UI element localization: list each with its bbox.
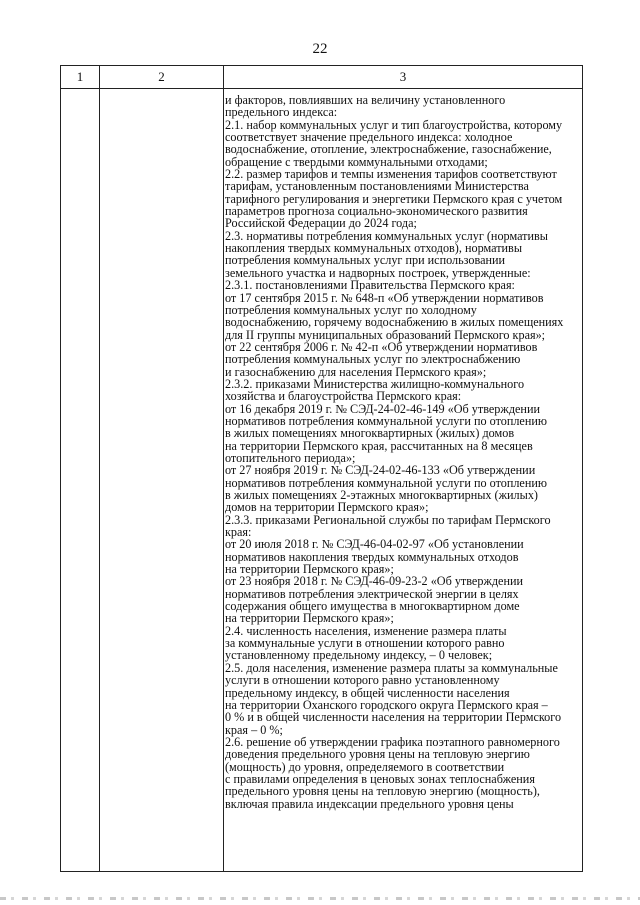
text-line: отопительного периода»;	[225, 450, 356, 465]
text-line: и факторов, повлиявших на величину установленного	[225, 93, 506, 107]
text-line: края – 0 %;	[225, 722, 283, 737]
page-number: 22	[312, 41, 328, 57]
text-line: потребления коммунальных услуг при использовании	[225, 253, 506, 268]
text-line: потребления коммунальных услуг по холодному	[225, 302, 477, 317]
text-line: водоснабжение, отопление, электроснабжение, газоснабжение,	[225, 142, 552, 157]
text-line: от 17 сентября 2015 г. № 648-п «Об утверждении нормативов	[225, 290, 544, 305]
table-header-row	[61, 66, 582, 89]
text-line: на территории Пермского края, рассчитанных на 8 месяцев	[225, 438, 533, 453]
text-line: (мощность) до уровня, определяемого в соответствии	[225, 759, 505, 774]
text-line: от 16 декабря 2019 г. № СЭД-24-02-46-149 «Об утверждении	[225, 401, 540, 416]
text-line: 2.4. численность населения, изменение размера платы	[225, 623, 507, 638]
text-line: параметров прогноза социально-экономического развития	[225, 204, 528, 219]
text-line: 2.6. решение об утверждении графика поэтапного равномерного	[225, 734, 560, 749]
text-line: для II группы муниципальных образований Пермского края»;	[225, 327, 546, 342]
column-3-text	[225, 94, 581, 810]
column-divider-2	[223, 66, 224, 871]
text-line: края:	[225, 525, 252, 540]
text-line: Российской Федерации до 2024 года;	[225, 216, 417, 231]
text-line: в жилых помещениях 2-этажных многоквартирных (жилых)	[225, 488, 538, 502]
text-line: от 22 сентября 2006 г. № 42-п «Об утверждении нормативов	[225, 339, 538, 354]
text-line: от 27 ноября 2019 г. № СЭД-24-02-46-133 «Об утверждении	[225, 463, 536, 478]
text-line: с правилами определения в ценовых зонах теплоснабжения	[225, 771, 535, 786]
text-line: 2.5. доля населения, изменение размера платы за коммунальные	[225, 660, 558, 675]
text-line: 2.2. размер тарифов и темпы изменения тарифов соответствуют	[225, 167, 557, 182]
text-line: за коммунальные услуги в отношении которого равно	[225, 636, 505, 651]
text-line: земельного участка и надворных построек, утвержденные:	[225, 265, 531, 280]
text-line: нормативов потребления коммунальной услуги по отоплению	[225, 413, 547, 428]
text-line: тарифного регулирования и энергетики Пермского края с учетом	[225, 191, 563, 206]
header-col-2: 2	[158, 69, 165, 84]
text-line: от 23 ноября 2018 г. № СЭД-46-09-23-2 «Об утверждении	[225, 574, 524, 589]
text-line: доведения предельного уровня цены на тепловую энергию	[225, 747, 530, 762]
text-line: 2.1. набор коммунальных услуг и тип благоустройства, которому	[225, 117, 563, 132]
text-line: на территории Оханского городского округа Пермского края –	[225, 697, 548, 712]
text-line: на территории Пермского края»;	[225, 562, 394, 577]
text-line: обращение с твердыми коммунальными отходами;	[225, 154, 488, 169]
text-line: водоснабжению, горячему водоснабжению в жилых помещениях	[225, 315, 564, 330]
text-line: услуги в отношении которого равно установленному	[225, 673, 500, 688]
text-line: домов на территории Пермского края»;	[225, 500, 429, 515]
text-line: 2.3. нормативы потребления коммунальных услуг (нормативы	[225, 228, 548, 243]
text-line: накопления твердых коммунальных отходов), нормативы	[225, 241, 523, 256]
text-line: и газоснабжению для населения Пермского края»;	[225, 364, 487, 379]
text-line: 2.3.3. приказами Региональной службы по тарифам Пермского	[225, 512, 551, 527]
text-line: 2.3.1. постановлениями Правительства Пермского края:	[225, 278, 515, 293]
text-line: потребления коммунальных услуг по электроснабжению	[225, 352, 521, 367]
text-line: содержания общего имущества в многоквартирном доме	[225, 599, 520, 614]
text-line: от 20 июля 2018 г. № СЭД-46-04-02-97 «Об установлении	[225, 537, 524, 552]
header-col-1: 1	[76, 69, 84, 84]
scan-edge-artifact	[0, 897, 640, 900]
text-line: на территории Пермского края»;	[225, 611, 394, 626]
text-line: установленному предельному индексу, – 0 человек;	[225, 648, 493, 663]
text-line: нормативов потребления электрической энергии в целях	[225, 586, 519, 601]
text-line: 0 % и в общей численности населения на территории Пермского	[225, 710, 562, 725]
text-line: тарифам, установленным постановлениями Министерства	[225, 179, 529, 194]
text-line: нормативов накопления твердых коммунальных отходов	[225, 549, 519, 564]
text-line: в жилых помещениях многоквартирных (жилых) домов	[225, 426, 515, 441]
text-line: нормативов потребления коммунальной услуги по отоплению	[225, 475, 547, 490]
column-divider-1	[99, 66, 100, 871]
text-line: 2.3.2. приказами Министерства жилищно-коммунального	[225, 376, 525, 391]
text-line: соответствует значение предельного индекса: холодное	[225, 130, 513, 145]
text-line: предельному индексу, в общей численности населения	[225, 685, 510, 700]
document-table	[60, 65, 583, 872]
header-col-3: 3	[399, 69, 407, 84]
text-line: предельного уровня цены на тепловую энергию (мощность),	[225, 784, 540, 799]
text-line: хозяйства и благоустройства Пермского края:	[225, 389, 462, 404]
text-line: включая правила индексации предельного уровня цены	[225, 796, 514, 811]
text-line: предельного индекса:	[225, 105, 338, 120]
